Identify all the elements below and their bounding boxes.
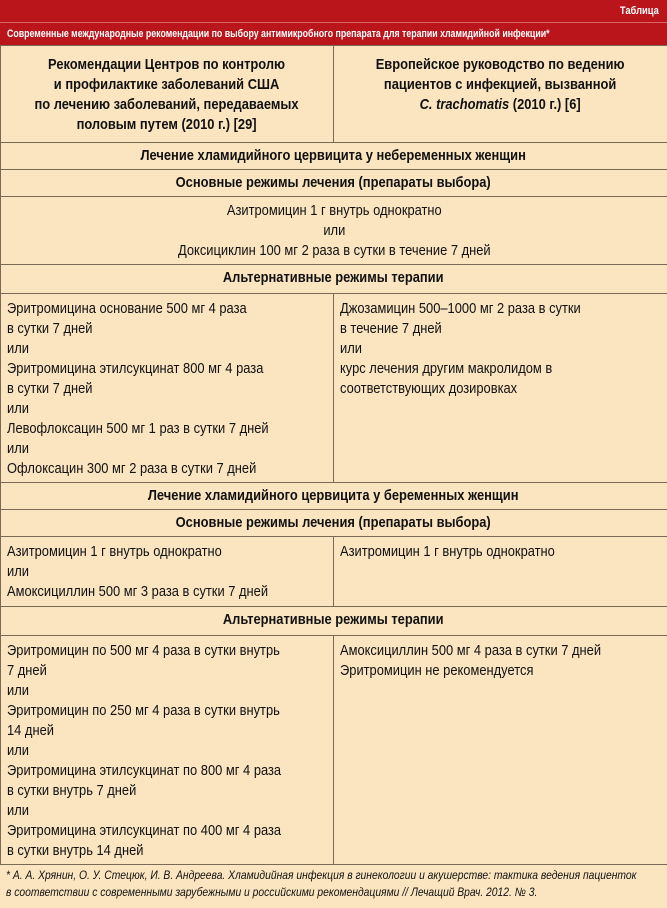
- main-2-row: [1, 537, 667, 607]
- section-alt-regimens-2: [1, 607, 667, 636]
- recommendations-table: [0, 45, 667, 865]
- regimen-line: Азитромицин 1 г внутрь однократно: [340, 543, 555, 560]
- section-alt-2: [1, 607, 667, 636]
- section-title-text: Лечение хламидийного цервицита у беременных женщин: [147, 487, 519, 504]
- header-cdc-line: и профилактике заболеваний США: [54, 76, 280, 93]
- section-title-text: Основные режимы лечения (препараты выбора): [175, 514, 491, 531]
- section-pregnant-title: [1, 483, 667, 510]
- header-eu-line: пациентов с инфекцией, вызванной: [384, 76, 617, 93]
- main-2-left-cell: [1, 537, 334, 607]
- regimen-line: Эритромицин не рекомендуется: [340, 662, 534, 679]
- regimen-line: или: [7, 340, 29, 357]
- section-alt-1: [1, 265, 667, 294]
- regimen-line: в сутки 7 дней: [7, 380, 93, 397]
- section-alt-regimens-1: [1, 265, 667, 294]
- header-eu-ref: (2010 г.) [6]: [509, 96, 582, 113]
- regimen-line: или: [7, 400, 29, 417]
- regimen-line: в сутки внутрь 14 дней: [7, 842, 144, 859]
- regimen-line: или: [340, 340, 362, 357]
- main-1-cell: [1, 197, 667, 265]
- regimen-line: или: [7, 742, 29, 759]
- alt-1-right-cell: [334, 294, 667, 483]
- alt-1-left-cell: [1, 294, 334, 483]
- section-title-text: Основные режимы лечения (препараты выбора): [175, 174, 491, 191]
- regimen-line: или: [7, 563, 29, 580]
- regimen-line: Джозамицин 500–1000 мг 2 раза в сутки: [340, 300, 581, 317]
- header-cdc-line: половым путем (2010 г.) [29]: [77, 116, 257, 133]
- alt-2-row: [1, 636, 667, 865]
- section-main-regimens-2: [1, 510, 667, 537]
- header-cdc-line: Рекомендации Центров по контролю: [48, 56, 286, 73]
- section-nonpregnant-title: [1, 143, 667, 170]
- regimen-line: Азитромицин 1 г внутрь однократно: [7, 543, 222, 560]
- section-nonpregnant: [1, 143, 667, 170]
- table-title: Современные международные рекомендации по выбору антимикробного препарата для терапии хламидийной инфекции*: [7, 28, 550, 40]
- footnote-line: * А. А. Хрянин, О. У. Стецюк, И. В. Андреева. Хламидийная инфекция в гинекологии и акушерстве: тактика ведения пациенток: [6, 868, 637, 882]
- regimen-line: Левофлоксацин 500 мг 1 раз в сутки 7 дней: [7, 420, 269, 437]
- regimen-line: Офлоксацин 300 мг 2 раза в сутки 7 дней: [7, 460, 257, 477]
- regimen-line: соответствующих дозировках: [340, 380, 518, 397]
- regimen-line: Доксициклин 100 мг 2 раза в сутки в течение 7 дней: [177, 242, 491, 259]
- regimen-line: или: [7, 682, 29, 699]
- regimen-line: Амоксициллин 500 мг 3 раза в сутки 7 дней: [7, 583, 269, 600]
- footnote: [6, 867, 637, 901]
- section-title-text: Альтернативные режимы терапии: [222, 611, 444, 628]
- regimen-line: 7 дней: [7, 662, 47, 679]
- header-european: [334, 46, 667, 143]
- footnote-line: в соответствии с современными зарубежными и российскими рекомендациями // Лечащий Врач. 2012. № 3.: [6, 885, 538, 899]
- regimen-line: Эритромицин по 250 мг 4 раза в сутки внутрь: [7, 702, 280, 719]
- section-title-text: Альтернативные режимы терапии: [222, 269, 444, 286]
- alt-2-right-cell: [334, 636, 667, 865]
- table-title-bar: [0, 22, 667, 46]
- regimen-line: Эритромицина этилсукцинат по 400 мг 4 раза: [7, 822, 282, 839]
- header-eu-line: Европейское руководство по ведению: [376, 56, 625, 73]
- main-2-right-cell: [334, 537, 667, 607]
- regimen-line: в течение 7 дней: [340, 320, 442, 337]
- column-headers: [1, 46, 667, 143]
- regimen-line: курс лечения другим макролидом в: [340, 360, 553, 377]
- regimen-line: или: [7, 802, 29, 819]
- species-name: C. trachomatis: [419, 96, 510, 113]
- section-title-text: Лечение хламидийного цервицита у небеременных женщин: [140, 147, 526, 164]
- regimen-line: Амоксициллин 500 мг 4 раза в сутки 7 дней: [340, 642, 602, 659]
- section-main-1: [1, 170, 667, 197]
- regimen-line: Эритромицин по 500 мг 4 раза в сутки внутрь: [7, 642, 280, 659]
- table-label-bar: [0, 0, 667, 22]
- regimen-line: или: [323, 222, 345, 239]
- regimen-line: в сутки внутрь 7 дней: [7, 782, 137, 799]
- section-main-regimens-1: [1, 170, 667, 197]
- table-label: Таблица: [620, 5, 659, 17]
- header-eu-line: [334, 95, 666, 115]
- regimen-line: в сутки 7 дней: [7, 320, 93, 337]
- regimen-line: Азитромицин 1 г внутрь однократно: [226, 202, 442, 219]
- regimen-line: 14 дней: [7, 722, 54, 739]
- section-main-2: [1, 510, 667, 537]
- regimen-line: или: [7, 440, 29, 457]
- regimen-line: Эритромицина этилсукцинат 800 мг 4 раза: [7, 360, 264, 377]
- header-cdc: [1, 46, 334, 143]
- header-cdc-line: по лечению заболеваний, передаваемых: [34, 96, 300, 113]
- alt-1-row: [1, 294, 667, 483]
- regimen-line: Эритромицина основание 500 мг 4 раза: [7, 300, 247, 317]
- regimen-line: Эритромицина этилсукцинат по 800 мг 4 раза: [7, 762, 282, 779]
- main-1-row: [1, 197, 667, 265]
- alt-2-left-cell: [1, 636, 334, 865]
- section-pregnant: [1, 483, 667, 510]
